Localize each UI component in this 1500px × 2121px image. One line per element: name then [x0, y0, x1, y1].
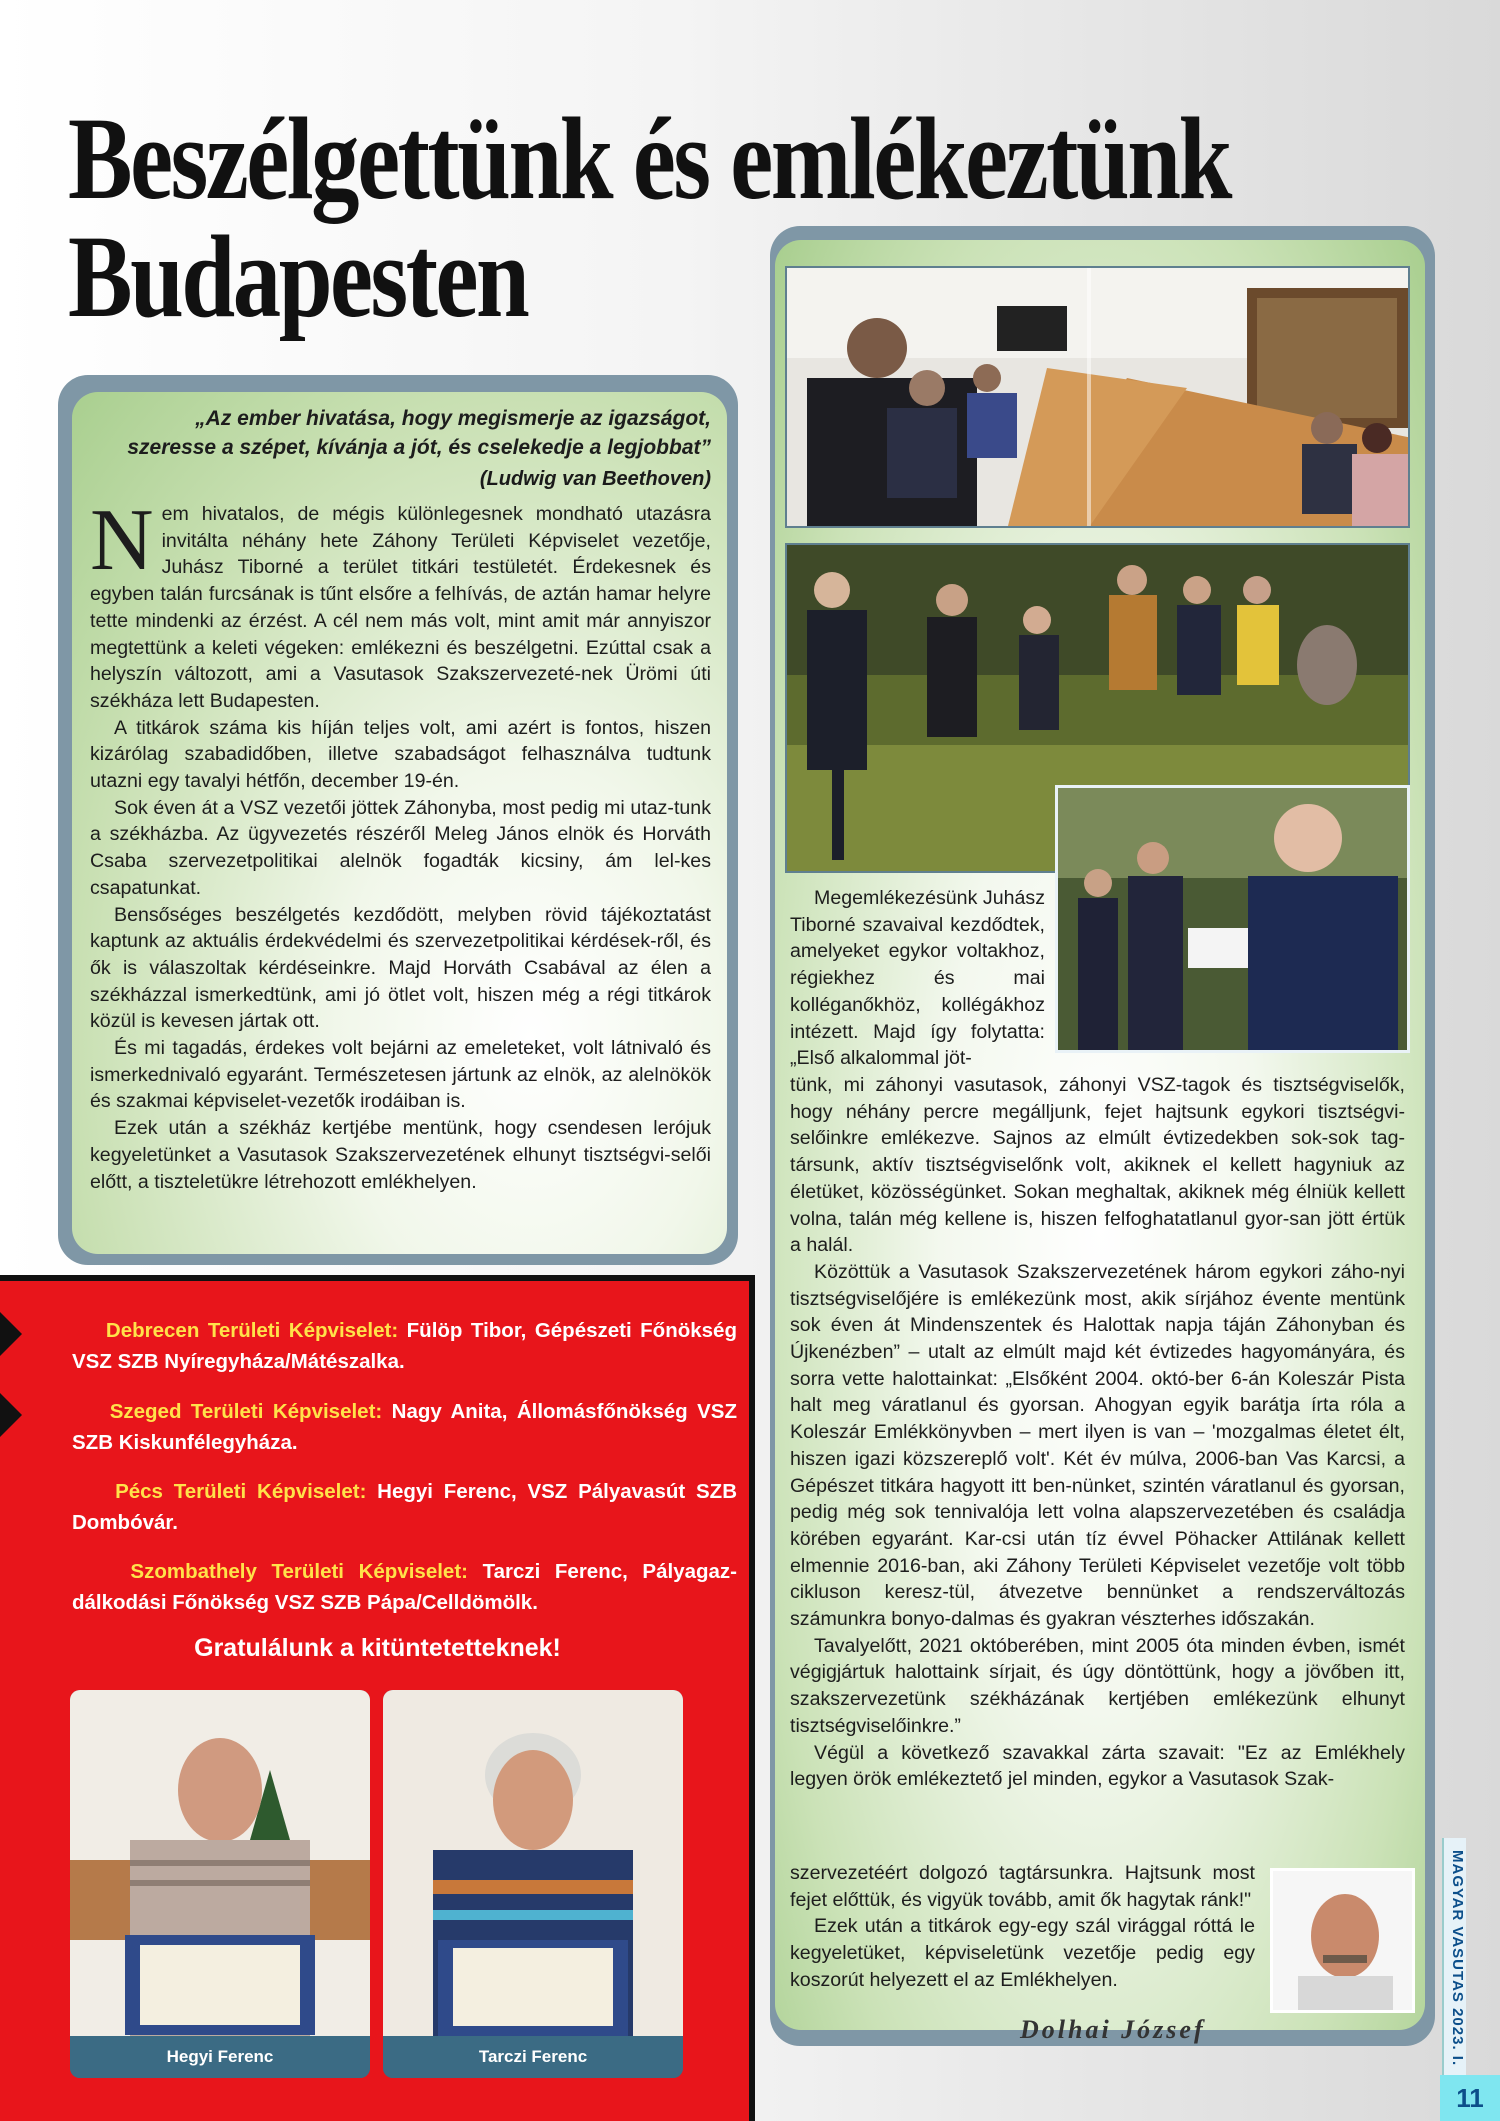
meeting-room-photo [785, 266, 1410, 528]
award-entry [72, 1396, 737, 1458]
magazine-sidebar: MAGYAR VASUTAS 2023. I. [1442, 1838, 1466, 2078]
portrait-card [383, 1690, 683, 2078]
award-label: Szeged Területi Képviselet: [109, 1400, 383, 1423]
award-entry [72, 1476, 737, 1538]
paragraph: tünk, mi záhonyi vasutasok, záhonyi VSZ-tagok és tisztségviselők, hogy néhány percre megálljunk, fejet hajtsunk egykori tisztségvi-selőinkre emlékezve. Sajnos az elmúlt évtizedekben sok-sok tag-társunk, aktív tisztségviselőnk volt, akiknek el kellett hagyniuk az életüket, közösségünket. Sokan meghaltak, akiknek még élniük kellett volna, talán még kellene is, hiszen felfoghatatlanul gyor-san jött értük a halál. [790, 1074, 1405, 1257]
award-entry [72, 1315, 737, 1377]
paragraph: Közöttük a Vasutasok Szakszervezetének három egykori záho-nyi tisztségviselőjére is emlékezünk most, akik sírjához évente mentünk sok éven át Mindenszentek és Halottak napja táján Záhonyban és Újkenézben” – utalt az elmúlt majd két évtizedes hagyományára, és sorra vette halottainkat: „Elsőként 2004. októ-ber 6-án Koleszár Pista halt meg váratlanul és gyorsan. Ahogyan egyik barátja írta róla a Koleszár Emlékkönyvben – mert ilyen is van – 'mozgalmas életet élt, hiszen igazi közszereplő volt'. Két év múlva, 2006-ban Vas Karcsi, a Gépészet titkára hagyott itt ben-nünket, szintén váratlanul és gyorsan, pedig még sok tennivalója lett volna alapszervezetében és családja körében egyaránt. Kar-csi után tíz évvel Pöhacker Attilának kellett elmennie 2016-ban, aki Záhony Területi Képviselet vezetője volt több cikluson keresz-tül, átvezetve bennünket a rendszerváltozás számunkra bonyo-dalmas és gyakran vészterhes időszakán. [790, 1260, 1405, 1631]
right-article-body [790, 1072, 1405, 1793]
portrait-caption: Tarczi Ferenc [383, 2036, 683, 2078]
portrait-caption: Hegyi Ferenc [70, 2036, 370, 2078]
award-arrow-icon [0, 1393, 22, 1437]
author-photo [1270, 1868, 1415, 2013]
meeting-room-illustration [787, 268, 1410, 528]
page-number: 11 [1440, 2075, 1500, 2121]
portrait-hegyi-illustration [70, 1690, 370, 2036]
paragraph: És mi tagadás, érdekes volt bejárni az emeleteket, volt látnivaló és ismerkednivaló egyaránt. Természetesen jártunk az elnök, az alelnökök és szakmai képviselet-vezetők irodáiban is. [90, 1037, 711, 1113]
award-text: Nagy Anita, Állomásfőnökség VSZ SZB Kiskunfélegyháza. [72, 1400, 737, 1454]
award-label: Szombathely Területi Képviselet: [130, 1560, 468, 1583]
right-article-end [790, 1860, 1255, 1994]
paragraph: Végül a következő szavakkal zárta szavait: "Ez az Emlékhely legyen örök emlékeztető jel minden, egykor a Vasutasok Szak- [790, 1741, 1405, 1791]
quote-author: (Ludwig van Beethoven) [479, 468, 711, 490]
paragraph: Megemlékezésünk Juhász Tiborné szavaival kezdődtek, amelyeket egykor voltakhoz, régiekhez és mai kolléganőkhöz, kollégákhoz intézett. Majd így folytatta: „Első alkalommal jöt- [790, 887, 1045, 1070]
portrait-card [70, 1690, 370, 2078]
paragraph: Tavalyelőtt, 2021 októberében, mint 2005 óta minden évben, ismét végigjártuk halottaink sírjait, és úgy döntöttünk, hogy a jövőben itt, szakszervezetünk székházának kertjében emlékezünk elhunyt tisztségviselőinkre.” [790, 1634, 1405, 1737]
title-line-1: Beszélgettünk és emlékeztünk [68, 93, 1230, 224]
closeup-illustration [1058, 788, 1410, 1053]
author-signature: Dolhai József [1020, 2015, 1206, 2044]
award-entry [72, 1556, 737, 1618]
author-illustration [1273, 1871, 1415, 2013]
drop-cap: N [90, 492, 154, 589]
quote-line-2: szeresse a szépet, kívánja a jót, és cselekedje a legjobbat” [127, 436, 711, 459]
article-body [90, 492, 711, 1195]
paragraph [90, 492, 711, 715]
quote-line-1: „Az ember hivatása, hogy megismerje az igazságot, [195, 407, 711, 430]
award-arrow-icon [0, 1312, 22, 1356]
epigraph [90, 404, 711, 462]
paragraph: szervezetéért dolgozó tagtársunkra. Hajtsunk most fejet előttük, és vigyük tovább, amit ők hagytak ránk!" [790, 1862, 1255, 1911]
award-text: Tarczi Ferenc, Pályagaz-dálkodási Főnökség VSZ SZB Pápa/Celldömölk. [72, 1560, 737, 1614]
men-closeup-photo [1055, 785, 1410, 1053]
left-article-panel [72, 392, 727, 1254]
paragraph: Ezek után a titkárok egy-egy szál virággal róttá le kegyeletüket, képviseletünk vezetője pedig egy koszorút helyezett el az Emlékhelyen. [790, 1915, 1255, 1991]
award-label: Debrecen Területi Képviselet: [105, 1319, 399, 1342]
award-text: Fülöp Tibor, Gépészeti Főnökség VSZ SZB Nyíregyháza/Mátészalka. [72, 1319, 737, 1373]
right-side-paragraph [790, 885, 1045, 1072]
paragraph-text: em hivatalos, de mégis különlegesnek mondható utazásra invitálta néhány hete Záhony Területi Képviselet vezetője, Juhász Tiborné a terület titkári testületét. Érdekesnek és egyben talán furcsának is tűnt elsőre a felhívás, de aztán hamar helyre tette mindenki az érzést. A cél nem más volt, mint amit már annyiszor megtettünk a keleti végeken: emlékezni és beszélgetni. Ezúttal csak a helyszín változott, ami a Vasutasok Szakszervezeté-nek Ürömi úti székháza lett Budapesten. [90, 503, 711, 712]
award-text: Hegyi Ferenc, VSZ Pályavasút SZB Dombóvár. [72, 1480, 737, 1534]
paragraph: Sok éven át a VSZ vezetői jöttek Záhonyba, most pedig mi utaz-tunk a székházba. Az ügyvezetés részéről Meleg János elnök és Horváth Csaba szervezetpolitikai alelnök fogadták kicsiny, ám lel-kes csapatunkat. [90, 796, 711, 899]
title-line-2: Budapesten [68, 211, 528, 342]
congratulations-heading: Gratulálunk a kitüntetetteknek! [194, 1634, 561, 1662]
award-label: Pécs Területi Képviselet: [115, 1480, 367, 1503]
paragraph: A titkárok száma kis híján teljes volt, ami azért is fontos, hiszen kizárólag szabadidőben, illetve szabadságot felhasználva tudtunk utazni egy tavalyi hétfőn, december 19-én. [90, 716, 711, 793]
portrait-tarczi-illustration [383, 1690, 683, 2036]
paragraph: Ezek után a székház kertjébe mentünk, hogy csendesen lerójuk kegyeletünket a Vasutasok Szakszervezetének elhunyt tisztségvi-selői előtt, a tiszteletükre létrehozott emlékhelyen. [90, 1117, 711, 1193]
paragraph: Bensőséges beszélgetés kezdődött, melyben rövid tájékoztatást kaptunk az aktuális érdekvédelmi és szervezetpolitikai kérdések-ről, és ők is válaszoltak kérdéseinkre. Majd Horváth Csabával az élen a székházzal ismerkedtünk, ami jó ötlet volt, hiszen még a régi titkárok közül is kevesen jártak ott. [90, 903, 711, 1033]
